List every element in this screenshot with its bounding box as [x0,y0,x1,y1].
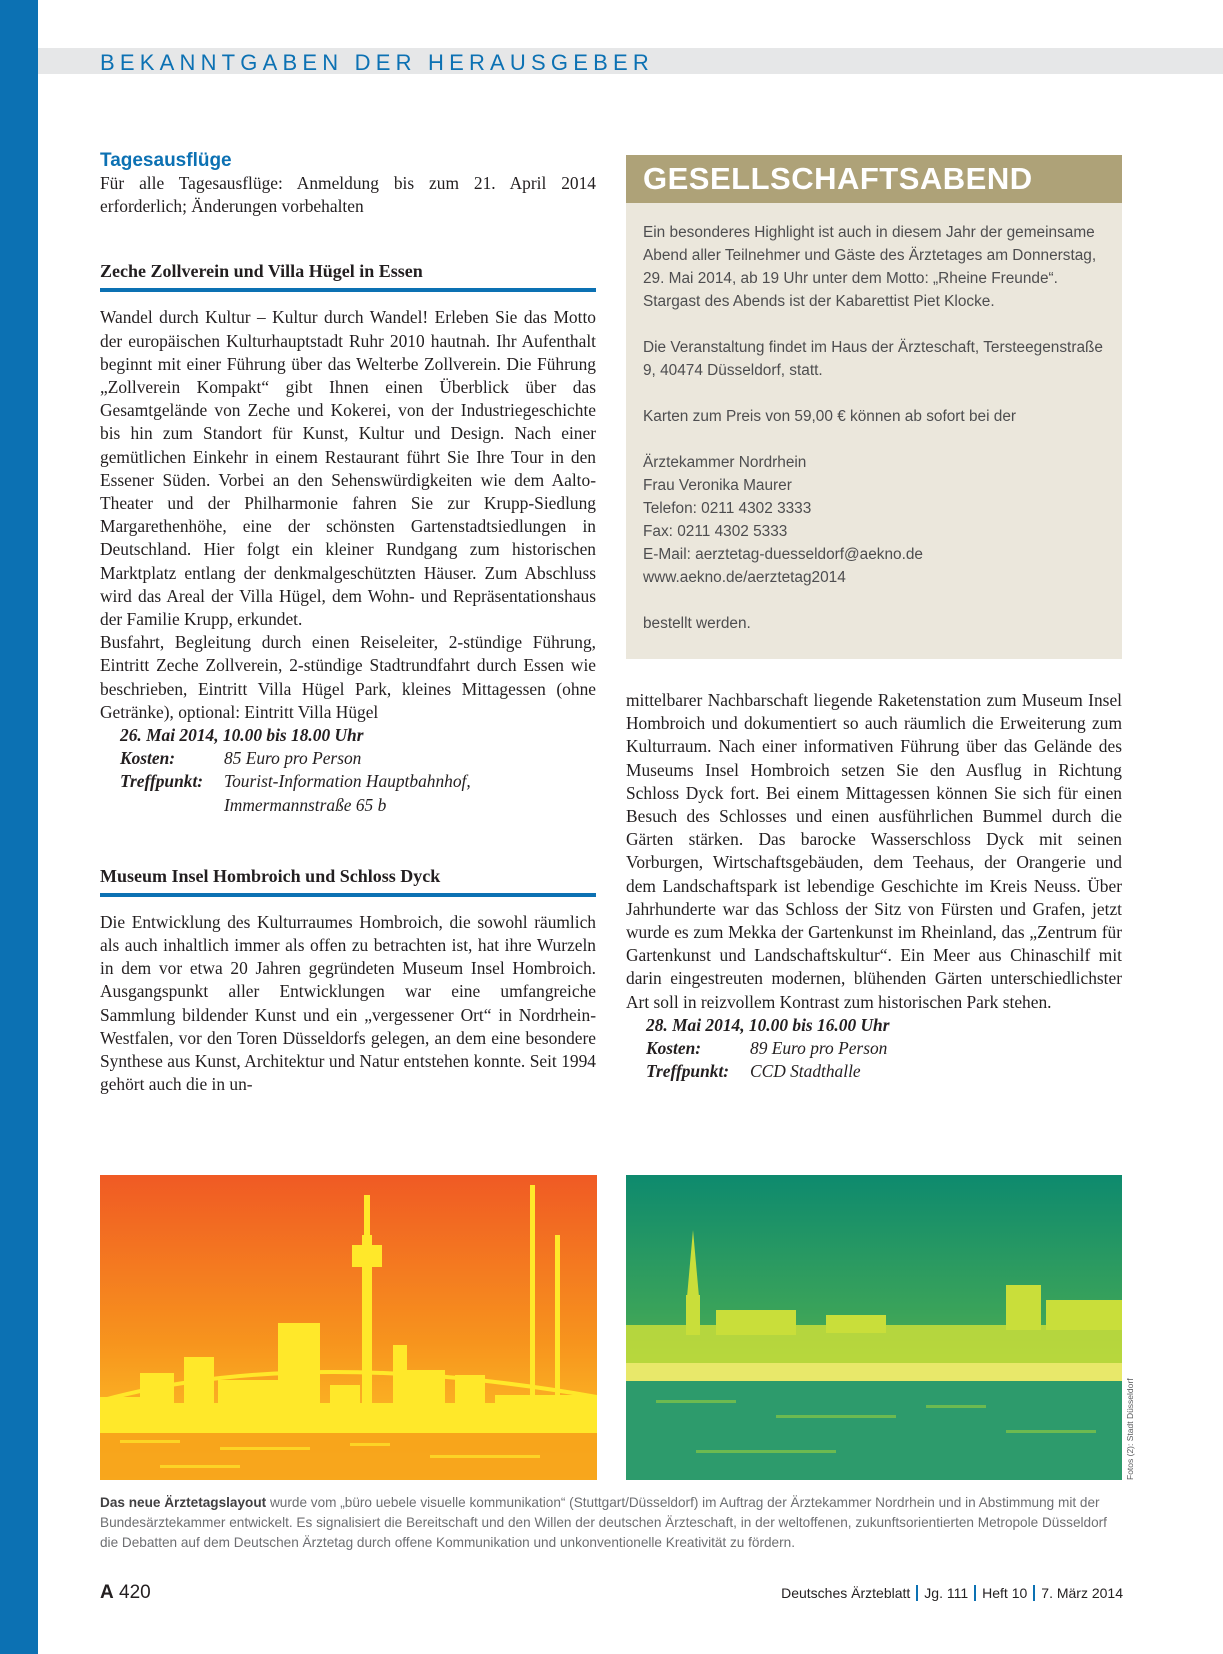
contact-line: Ärztekammer Nordrhein [643,454,807,471]
trip1-body: Wandel durch Kultur – Kultur durch Wandel! Erleben Sie das Motto der europäischen Kulturhauptstadt Ruhr 2010 hautnah. Ihr Aufenthalt beginnt mit einer Führung über das Welterbe Zollverein. Die Führung „Zollverein Kompakt“ gibt Ihnen einen Überblick über das Gesamtgelände von Zeche und Kokerei, von der Industriegeschichte bis hin zum Standort für Kunst, Kultur und Design. Nach einer gemütlichen Einkehr in einem Restaurant führt Sie Ihre Tour in den Essener Süden. Vorbei an den Sehenswürdigkeiten wie dem Aalto-Theater und der Philharmonie fahren Sie zur Krupp-Siedlung Margarethenhöhe, eine der schönsten Gartenstadtsiedlungen in Deutschland. Hier folgt ein kleiner Rundgang zum historischen Marktplatz entlang der denkmalgeschützten Häuser. Zum Abschluss wird das Areal der Villa Hügel, dem Wohn- und Repräsentationshaus der Familie Krupp, erkundet. [100,307,596,630]
trip1-details [120,724,596,817]
trip1-cost-label: Kosten: [120,748,176,769]
article-title: Tagesausflüge [100,150,232,171]
journal-name: Deutsches Ärzteblatt [781,1585,911,1601]
contact-email: E-Mail: aerztetag-duesseldorf@aekno.de [643,546,923,563]
event-box-title: GESELLSCHAFTSABEND [626,155,1122,203]
contact-line: Frau Veronika Maurer [643,477,792,494]
event-box [626,155,1122,659]
right-column-text [626,689,1122,1083]
contact-line: Telefon: 0211 4302 3333 [643,500,812,517]
trip1-heading: Zeche Zollverein und Villa Hügel in Essen [100,260,596,292]
contact-url: www.aekno.de/aerztetag2014 [643,569,846,586]
trip2-heading: Museum Insel Hombroich und Schloss Dyck [100,865,596,897]
journal-issue: Heft 10 [982,1585,1028,1601]
intro-text: Für alle Tagesausflüge: Anmeldung bis zum 21. April 2014 erforderlich; Änderungen vorbehalten [100,173,596,217]
journal-info [781,1585,1123,1601]
event-box-body [626,203,1122,635]
trip1-date: 26. Mai 2014, 10.00 bis 18.00 Uhr [120,725,364,746]
contact-line: Fax: 0211 4302 5333 [643,523,788,540]
trip2-body-part2: mittelbarer Nachbarschaft liegende Raketenstation zum Museum Insel Hombroich und dokumentiert so auch räumlich die Erweiterung zum Kulturraum. Nach einer informativen Führung über das Gelände des Museums Insel Hombroich setzen Sie den Ausflug in Richtung Schloss Dyck fort. Bei einem Mittagessen können Sie sich für einen Besuch des Schlosses und einen ausführlichen Bummel durch die Gärten stärken. Das barocke Wasserschloss Dyck mit seinen Vorburgen, Wirtschaftsgebäuden, dem Teehaus, der Orangerie und dem Landschaftspark ist lebendige Geschichte im Kreis Neuss. Über Jahrhunderte war das Schloss der Sitz von Fürsten und Grafen, jetzt wurde es zum Mekka der Gartenkunst im Rheinland, das „Zentrum für Gartenkunst und Landschaftskultur“. Ein Meer aus Chinaschilf mit darin eingestreuten modernen, blühenden Gärten unterschiedlichster Art soll in reizvollem Kontrast zum historischen Park stehen. [626,690,1122,1012]
trip2-cost-label: Kosten: [646,1038,702,1059]
photo-duesseldorf-rheinturm [100,1175,597,1480]
page-number [100,1582,151,1604]
page-prefix: A [100,1582,114,1603]
sidebar-stripe [0,0,38,1654]
trip1-included: Busfahrt, Begleitung durch einen Reiseleiter, 2-stündige Führung, Eintritt Zeche Zollverein, 2-stündige Stadtrundfahrt durch Essen wie beschrieben, Eintritt Villa Hügel Park, kleines Mittagessen (ohne Getränke), optional: Eintritt Villa Hügel [100,632,596,722]
event-box-p3: Karten zum Preis von 59,00 € können ab sofort bei der [643,408,1017,425]
section-label: BEKANNTGABEN DER HERAUSGEBER [100,50,654,75]
journal-date: 7. März 2014 [1041,1585,1123,1601]
caption-text: wurde vom „büro uebele visuelle kommunikation“ (Stuttgart/Düsseldorf) im Auftrag der Ärztekammer Nordrhein und in Abstimmung mit der Bundesärztekammer entwickelt. Es signalisiert die Bereitschaft und den Willen der deutschen Ärzteschaft, in der weltoffenen, zukunftsorientierten Metropole Düsseldorf die Debatten auf dem Deutschen Ärztetag durch offene Kommunikation und unkonventionelle Kreativität zu fördern. [100,1495,1107,1550]
left-column [100,150,596,1097]
journal-volume: Jg. 111 [924,1585,969,1601]
trip2-meet-label: Treffpunkt: [646,1061,730,1082]
caption-lead: Das neue Ärztetagslayout [100,1495,267,1510]
event-box-p1: Ein besonderes Highlight ist auch in diesem Jahr der gemeinsame Abend aller Teilnehmer und Gäste des Ärztetages am Donnerstag, 29. Mai 2014, ab 19 Uhr unter dem Motto: „Rheine Freunde“. Stargast des Abends ist der Kabarettist Piet Klocke. [643,224,1097,310]
event-box-p2: Die Veranstaltung findet im Haus der Ärzteschaft, Tersteegenstraße 9, 40474 Düsseldorf, statt. [643,339,1103,379]
event-box-contact [643,451,1104,589]
trip2-cost: 89 Euro pro Person [750,1038,888,1059]
trip2-meet: CCD Stadthalle [750,1061,861,1082]
trip2-details [646,1014,1122,1084]
trip1-meet-label: Treffpunkt: [120,771,204,792]
trip1-meet-line2: Immermannstraße 65 b [224,794,387,815]
trip1-meet-line1: Tourist-Information Hauptbahnhof, [224,771,471,792]
page-number-value: 420 [119,1582,151,1603]
event-box-p4: bestellt werden. [643,615,751,632]
trip1-cost: 85 Euro pro Person [224,748,362,769]
photo-caption [100,1493,1125,1553]
photo-duesseldorf-skyline-rhine [626,1175,1122,1480]
photo-credit: Fotos (2): Stadt Düsseldorf [1125,1378,1135,1480]
trip2-body-part1: Die Entwicklung des Kulturraumes Hombroich, die sowohl räumlich als auch inhaltlich immer als offen zu betrachten ist, hat ihre Wurzeln in dem vor etwa 20 Jahren gegründeten Museum Insel Hombroich. Ausgangspunkt aller Entwicklungen war eine umfangreiche Sammlung bildender Kunst und ein „vergessener Ort“ in Nordrhein-Westfalen, vor den Toren Düsseldorfs gelegen, an dem eine besondere Synthese aus Kunst, Architektur und Natur entstehen konnte. Seit 1994 gehört auch die in un- [100,911,596,1095]
trip2-date: 28. Mai 2014, 10.00 bis 16.00 Uhr [646,1014,890,1035]
